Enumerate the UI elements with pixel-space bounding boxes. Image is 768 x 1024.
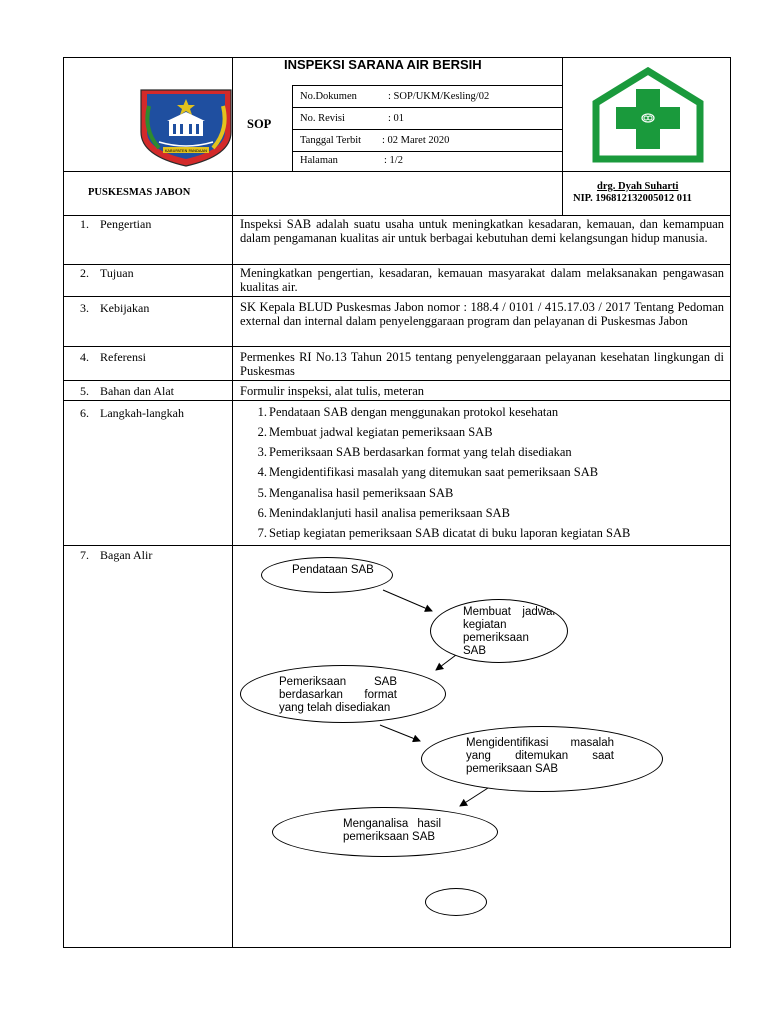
section-text: Permenkes RI No.13 Tahun 2015 tentang penyelenggaraan pelayanan kesehatan lingkungan di Puskesmas	[240, 350, 724, 378]
flow-arrow	[380, 725, 420, 741]
section-number: 5.	[80, 384, 89, 398]
section-text: SK Kepala BLUD Puskesmas Jabon nomor : 188.4 / 0101 / 415.17.03 / 2017 Tentang Pedoman external dan internal dalam penyelenggaraan program dan pelayanan di Puskesmas Jabon	[240, 300, 724, 328]
section-label: Bahan dan Alat	[100, 384, 174, 398]
section-label: Pengertian	[100, 217, 152, 231]
flow-node: Pemeriksaan SAB berdasarkan format yang telah disediakan	[240, 665, 446, 723]
flow-node: Menganalisa hasil pemeriksaan SAB	[272, 807, 498, 857]
regency-emblem-text: KABUPATEN PANDAAN	[164, 148, 208, 153]
meta-value: : 02 Maret 2020	[382, 135, 450, 146]
section-number: 6.	[80, 406, 89, 420]
meta-label: Tanggal Terbit	[300, 135, 362, 146]
flow-node	[425, 888, 487, 916]
flow-arrow	[383, 590, 432, 611]
section-label: Kebijakan	[100, 301, 150, 315]
document-title: INSPEKSI SARANA AIR BERSIH	[284, 57, 482, 72]
section-text: Formulir inspeksi, alat tulis, meteran	[240, 384, 424, 398]
section-text: Meningkatkan pengertian, kesadaran, kemauan masyarakat dalam melaksanakan pengawasan kualitas air.	[240, 266, 724, 294]
institution-name: PUSKESMAS JABON	[88, 187, 191, 198]
flow-node: Mengidentifikasi masalah yang ditemukan saat pemeriksaan SAB	[421, 726, 663, 792]
section-number: 4.	[80, 350, 89, 364]
meta-value: : 01	[388, 113, 405, 124]
section-number: 2.	[80, 266, 89, 280]
meta-label: No.Dokumen	[300, 91, 357, 102]
section-number: 7.	[80, 548, 89, 562]
sop-label: SOP	[247, 117, 272, 131]
meta-label: Halaman	[300, 155, 338, 166]
flow-arrow	[460, 788, 488, 806]
section-number: 3.	[80, 301, 89, 315]
section-text: Inspeksi SAB adalah suatu usaha untuk meningkatkan kesadaran, kemauan, dan kemampuan dalam pengamanan kualitas air untuk berbagai kebutuhan demi kelangsungan hidup manusia.	[240, 217, 724, 245]
flow-node: Pendataan SAB	[261, 557, 393, 593]
section-number: 1.	[80, 217, 89, 231]
signer-name: drg. Dyah Suharti	[597, 181, 679, 192]
section-label: Referensi	[100, 350, 146, 364]
meta-value: : 1/2	[384, 155, 403, 166]
meta-label: No. Revisi	[300, 113, 345, 124]
section-label: Tujuan	[100, 266, 134, 280]
signer-nip: NIP. 196812132005012 011	[573, 193, 692, 204]
flow-node: Membuat jadwal kegiatan pemeriksaan SAB	[430, 599, 568, 663]
section-label: Langkah-langkah	[100, 406, 184, 420]
meta-value: : SOP/UKM/Kesling/02	[388, 91, 490, 102]
section-label: Bagan Alir	[100, 548, 153, 562]
